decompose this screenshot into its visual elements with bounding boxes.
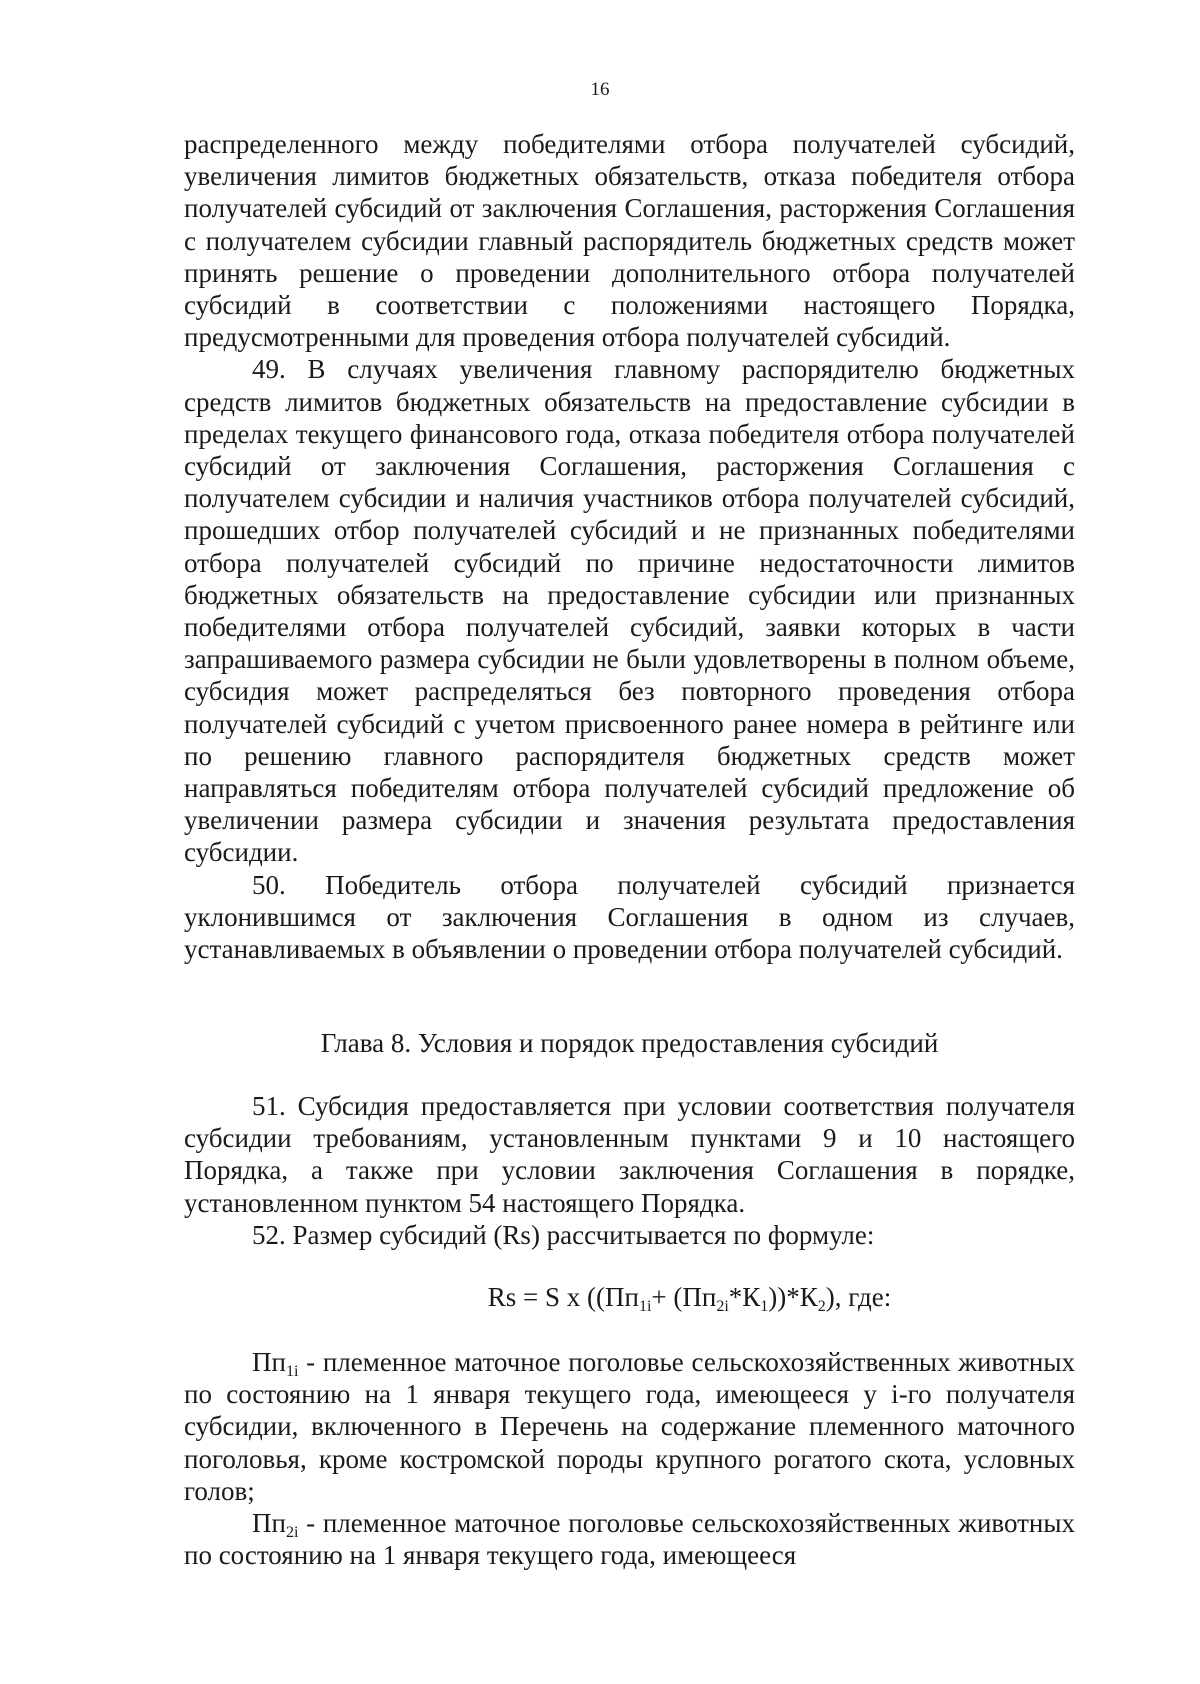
page-number: 16 xyxy=(590,79,610,100)
paragraph-50: 50. Победитель отбора получателей субсидий признается уклонившимся от заключения Соглашения в одном из случаев, устанавливаемых в объявлении о проведении отбора получателей субсидий. xyxy=(184,869,1075,965)
definition-symbol-2: Пп xyxy=(252,1508,286,1539)
definition-pp1i xyxy=(184,1346,1075,1507)
formula-sub-4: 2 xyxy=(817,1298,826,1315)
formula-tail: ), где: xyxy=(825,1282,892,1312)
formula-mid-1: + (Пп xyxy=(651,1282,717,1312)
paragraph-continued: распределенного между победителями отбора получателей субсидий, увеличения лимитов бюджетных обязательств, отказа победителя отбора получателей субсидий от заключения Соглашения, расторжения Соглашения с получателем субсидии главный распорядитель бюджетных средств может принять решение о проведении дополнительного отбора получателей субсидий в соответствии с положениями настоящего Порядка, предусмотренными для проведения отбора получателей субсидий. xyxy=(184,129,1075,353)
formula-mid-2: *К xyxy=(728,1282,761,1312)
subsidy-formula xyxy=(184,1281,1075,1313)
definition-sub-2: 2i xyxy=(285,1524,299,1542)
paragraph-52: 52. Размер субсидий (Rs) рассчитывается по формуле: xyxy=(252,1219,875,1250)
definition-sub-1: 1i xyxy=(285,1363,299,1380)
definition-symbol-1: Пп xyxy=(252,1347,286,1377)
definition-text-1: - племенное маточное поголовье сельскохозяйственных животных по состоянию на 1 января текущего года, имеющееся у i-го получателя субсидии, включенного в Перечень на содержание племенного маточного поголовья, кроме костромской породы крупного рогатого скота, условных голов; xyxy=(184,1347,1075,1506)
text-block-middle xyxy=(184,1090,1075,1251)
formula-sub-3: 1 xyxy=(760,1298,769,1315)
formula-sub-1: 1i xyxy=(638,1298,652,1315)
paragraph-49: 49. В случаях увеличения главному распорядителю бюджетных средств лимитов бюджетных обязательств на предоставление субсидии в пределах текущего финансового года, отказа победителя отбора получателей субсидий от заключения Соглашения, расторжения Соглашения с получателем субсидии и наличия участников отбора получателей субсидий, прошедших отбор получателей субсидий и не признанных победителями отбора получателей субсидий по причине недостаточности лимитов бюджетных обязательств на предоставление субсидии или признанных победителями отбора получателей субсидий, заявки которых в части запрашиваемого размера субсидии не были удовлетворены в полном объеме, субсидия может распределяться без повторного проведения отбора получателей субсидий с учетом присвоенного ранее номера в рейтинге или по решению главного распорядителя бюджетных средств может направляться победителям отбора получателей субсидий предложение об увеличении размера субсидии и значения результата предоставления субсидии. xyxy=(184,354,1075,868)
chapter-heading: Глава 8. Условия и порядок предоставления субсидий xyxy=(320,1028,939,1058)
definition-text-2: - племенное маточное поголовье сельскохозяйственных животных по состоянию на 1 января текущего года, имеющееся xyxy=(184,1508,1075,1571)
text-block-top xyxy=(184,128,1075,965)
formula-mid-3: ))*К xyxy=(768,1282,818,1312)
formula-sub-2: 2i xyxy=(716,1298,729,1315)
definition-pp2i xyxy=(184,1507,1075,1571)
formula-lead: Rs = S x ((Пп xyxy=(487,1282,639,1312)
paragraph-51: 51. Субсидия предоставляется при условии соответствия получателя субсидии требованиям, установленным пунктами 9 и 10 настоящего Порядка, а также при условии заключения Соглашения в порядке, установленном пунктом 54 настоящего Порядка. xyxy=(184,1091,1075,1218)
text-block-bottom xyxy=(184,1346,1075,1571)
